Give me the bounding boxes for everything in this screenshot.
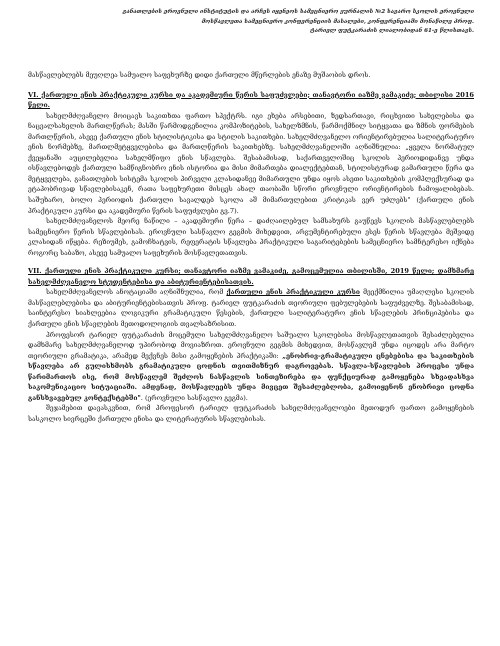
section-6-paragraph-1: სახელმძღვანელო მოიცავს საკითხთა ფართო სპექტრს. იგი ეხება არსებითი, ზედსართავი, რიცხვითი სახელებისა და ნაცვალსახელის მართლწერას; მასში წარმოდგენილია კომპოზიტების, სახელზმნის, წარმოქმნილ სიტყვათა და ზმნის ფორმების მართლწერის, ასევე ქართული ენის სტილისტიკისა და სტილის საკითხები. სახელმძღვანელო ორიენტირებულია სალიტერატურო ენის ნორმებზე, მართლმეტყველებისა და მართლწერის საკითხებზე. სახელმძღვანელოში აღნიშნულია: „ყველა ნორმატულ ქვეყანაში აუცილებელია სახელმწიფო ენის სწავლება. შესაბამისად, საქართველოშიც სკოლის პერიოდიდანვე უნდა ისწავლებოდეს ქართული სამწიგნობრო ენის ისტორია და მისი მიმართება დიალექტებთან, სტილისტურად გამართული წერა და მეტყველება, განათლების სისტემა სკოლის პირველი კლასიდანვე მიმართული უნდა იყოს ასეთი საკითხების კომპლექსურად და ეტაპობრივად სწავლებისაკენ, რათა საფეხურეთი მისცეს ახალ თაობაში სწორი ეროვნული ორიენტირების ჩამოყალიბებას. საშუხარო, ბოლო პერიოდის ქართული სავალდებ სკოლა აშ მიმართულებით კრიტიკას ვერ უძლებს" (ქართული ენის პრაქტიკული კურსი და აკადემიური წერის საფუძვლები გვ.7).: [28, 111, 474, 215]
s7p1-rest: მეექმნილია უმაღლესი სკოლის მასწავლებლებისა და აბიტურიენტებისათვის პროფ. ტარიელ ფუტკარაძის თეორიული ფებულებების საფუძველზე. შესაბამისად, საინტერესო სიახლეებია ლოგიკური გრამატიკული წესების, ქართული სალიტერატურო ენის სწავლების პრინციპებისა და ქართული ენის სწავლების მეთოდოლოგიის თვალსაზრისით.: [28, 288, 474, 329]
s7p1-book-title: ქართული ენის პრაქტიკული კურსი: [226, 288, 360, 297]
document-body: [28, 70, 474, 425]
header-line-2: მოსწავლეთა სამეცნიერო კონფერენციის მასალები, კონფერენციაში მონაწილე პროფ.: [201, 18, 474, 25]
s7p2-lead: პროფესორ ტარიელ ფუტკარაძის მოცემული სახელმძღვანელო საშუალო სკოლებისა მოსწავლეთათვის შესაძლებელია დამხმარე სახელმძღვანელოდ უპირობოდ მოვიაზროთ. ეროვნული გეგმის მიხედვით, მოსწავლემ უნდა იცოდეს არა მარტო თეორიული გრამატიკა, არამედ მექვნეს მისი გამოყენების პრაქტიკაში:: [28, 330, 474, 360]
running-header: [54, 8, 474, 37]
intro-paragraph: მასწავლებლებს მეუღლეა სამუალო საფეხურზე დიდი ქართული მწერლების ენაზე მუშაობის დროს.: [28, 71, 371, 79]
section-7-paragraph-2: [28, 330, 474, 404]
s7p2-quote: „ენობრივ-გრამატიკული ცნებებისა და საკითხების სწავლება არ გულისხმობს გრამატიკული ცოდნის თვითმიზნურ დაგროვებას. სწავლა-სწავლების პროცესი უნდა წარიმართოს ისე, რომ მოსწავლემ შეძლოს ნასწავლის სინთეზირება და ფუნქციურად გამოყენება სხვადასხვა საკომუნიკაციო სიტუაციაში. ამდენად, მოსწავლეებს უნდა მივცეთ შესაძლებლობა, გამოიყენონ ენობრივი ცოდნა განსხვავებულ კონტექსტებში": [28, 351, 475, 402]
section-7-heading: VII. ქართული ენის პრაქტიკული კურსი; თანავტორი იაზმე ვამაკიძე, გამოცემულია თბილისში, 2019 წელი; დამხმარე სახელმძღვანელო სტუდენტებისა და აბიტურიენტებისათვის.: [28, 267, 474, 286]
section-7-paragraph-1: [28, 287, 474, 329]
section-7-paragraph-3: შეჯამებით დავასკვნით, რომ პროფესორ ტარიელ ფუტკარაძის სახელმძღვანელოები მეთოდურ ფართო გამოყენების სასკოლო სივრცეში ქართული ენისა და ლიტერატურის სწავლებისას.: [28, 404, 474, 423]
section-6-heading: VI. ქართული ენის პრაქტიკული კურსი და აკადემიური წერის საფუძვლები; თანავტორი იაზმე ვამაკიძე; თბილისი 2016 წელი.: [28, 90, 474, 110]
section-6-paragraph-2: სახელმძღვანელოს მეორე ნაწილი – აკადემიური წერა – დაძღაილებულ სამსახურს გაუწევს სკოლის მასწავლებლებს სამეცნიერო წერის სწავლებისას. ეროვნული სასწავლო გეგმის მიხედვით, არგუმენტირებული ესეს წერის სწავლება მეშვიდე კლასიდან იწყება. რეზიუმეს, გამოჩხატვის, რეფერატის სწავლება პრაქტიკული საგარიტებების სამეცნიერო სამნტერესო იქნება როგორც საბაზო, ასევე სამუალო საფეხურის მოსწავლეთათვის.: [28, 217, 474, 257]
s7p2-rest: . (ეროვნული სასწავლო გეგმა).: [140, 393, 248, 402]
header-line-1: განათლების ეროვნული ინსტიტუტის და არჩეს იყენეოს სამეცნიერო ჟურნალის №2 სავარო სკოლის ეროვნული: [122, 9, 474, 15]
s7p1-lead: სახელმძღვანელოს ანოტაციაში აღნიშნულია, რომ: [46, 288, 227, 297]
header-line-3: ტარიელ ფუტკარაძის ლიალობიდან 61-ე წლისთავს.: [310, 28, 474, 35]
